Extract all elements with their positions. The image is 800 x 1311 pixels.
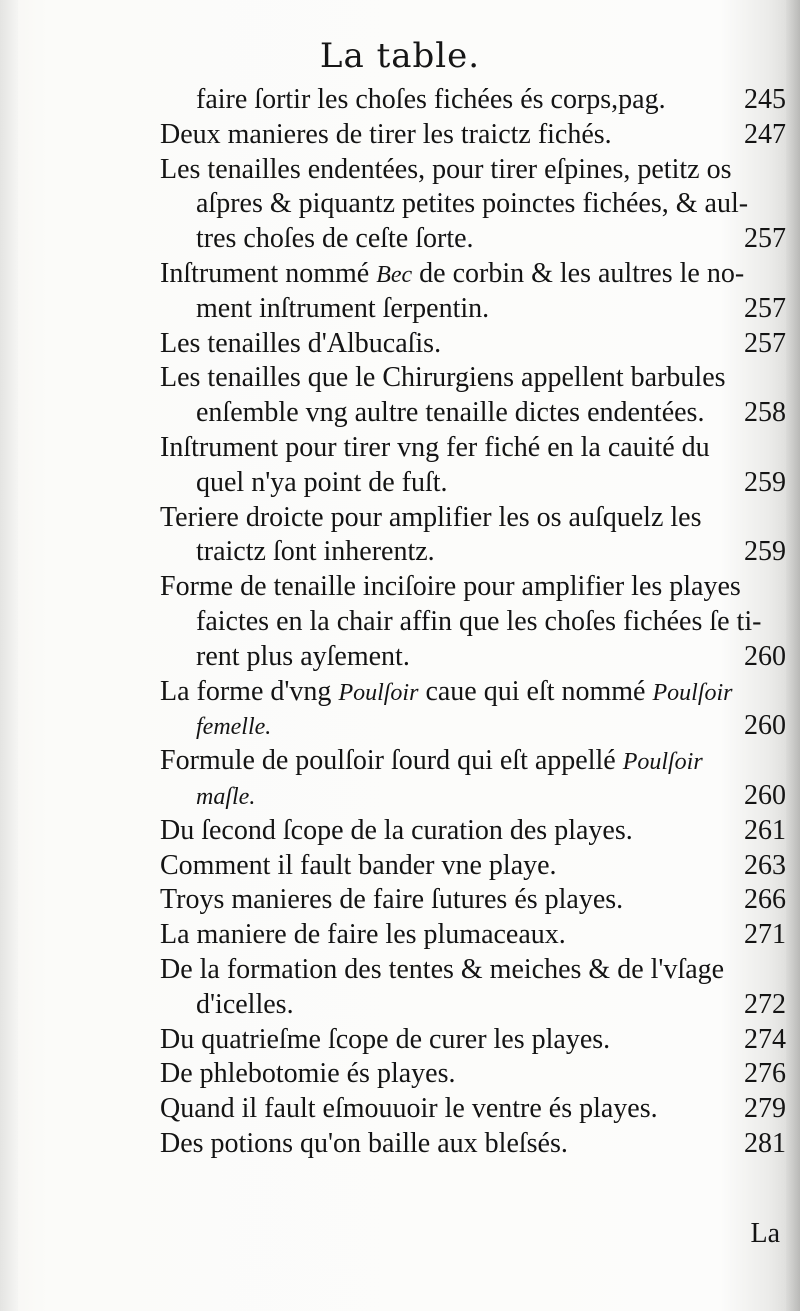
toc-italic-term: femelle. — [196, 714, 272, 741]
toc-entry-text — [196, 605, 761, 639]
toc-text-part: faire ſortir les choſes fichées és corps,pag. — [196, 84, 666, 115]
toc-text-part: Des potions qu'on baille aux bleſsés. — [160, 1128, 568, 1159]
toc-italic-term: Bec — [376, 262, 413, 288]
toc-entry-text — [160, 118, 612, 152]
toc-entry-text — [160, 953, 724, 987]
toc-text-part: enſemble vng aultre tenaille dictes endentées. — [196, 397, 705, 429]
toc-text-part: Deux manieres de tirer les traictz fichés. — [160, 118, 612, 150]
toc-page-number: 260 — [744, 640, 786, 672]
toc-page-number: 257 — [744, 223, 786, 255]
toc-text-part: Inſtrument pour tirer vng fer fiché en la cauité du — [160, 432, 710, 463]
toc-line — [160, 1092, 786, 1126]
toc-page-number: 247 — [744, 118, 786, 150]
toc-entry-text — [160, 744, 703, 778]
toc-entry-text — [160, 1057, 455, 1091]
toc-text-part: Les tenailles que le Chirurgiens appellent barbules — [160, 362, 726, 394]
toc-text-part: Inſtrument nommé — [160, 258, 377, 289]
toc-text-part: quel n'ya point de fuſt. — [196, 466, 448, 498]
toc-text-part: De la formation des tentes & meiches & de l'vſage — [160, 954, 725, 985]
toc-line — [160, 570, 786, 604]
toc-text-part: ment inſtrument ſerpentin. — [196, 292, 490, 324]
toc-entry-text — [196, 292, 489, 326]
toc-text-part: traictz ſont inherentz. — [196, 536, 435, 568]
toc-entry-text — [160, 361, 726, 395]
toc-text-part: faictes en la chair affin que les choſes fichées ſe ti- — [196, 606, 762, 637]
toc-line — [196, 83, 786, 117]
toc-line — [160, 1057, 786, 1091]
toc-line — [160, 361, 786, 395]
toc-entry-text — [196, 709, 271, 743]
toc-line — [196, 396, 786, 430]
toc-line — [196, 605, 786, 639]
toc-entry-text — [196, 779, 255, 813]
toc-italic-term: maſle. — [196, 784, 256, 810]
toc-entry-text — [196, 222, 474, 256]
toc-page-number: 279 — [744, 1093, 786, 1125]
toc-text-part: De phlebotomie és playes. — [160, 1058, 456, 1090]
toc-entry-text — [160, 327, 441, 361]
toc-line — [196, 988, 786, 1022]
toc-text-part: La forme d'vng — [160, 675, 339, 707]
toc-entry-text — [160, 849, 557, 883]
toc-entry-text — [196, 535, 435, 569]
toc-entry-text — [160, 1023, 610, 1057]
toc-text-part: Les tenailles d'Albucaſis. — [160, 327, 442, 359]
toc-entry-text — [160, 918, 566, 952]
toc-entry-text — [196, 640, 410, 674]
page-edge-shadow — [786, 0, 800, 1311]
toc-text-part: Formule de poulſoir ſourd qui eſt appellé — [160, 745, 623, 777]
toc-text-part: Les tenailles endentées, pour tirer eſpines, petitz os — [160, 153, 732, 185]
toc-page-number: 245 — [744, 84, 786, 115]
toc-line — [196, 292, 786, 326]
toc-text-part: Du ſecond ſcope de la curation des playes. — [160, 814, 633, 846]
toc-line — [160, 849, 786, 883]
toc-line — [196, 187, 786, 221]
toc-page-number: 271 — [744, 919, 786, 951]
toc-line — [160, 257, 786, 291]
toc-text-part: tres choſes de ceſte ſorte. — [196, 223, 474, 255]
toc-line — [160, 918, 786, 952]
toc-entry-text — [160, 570, 741, 604]
toc-line — [160, 744, 786, 778]
toc-line — [196, 779, 786, 813]
toc-text-part: Comment il fault bander vne playe. — [160, 849, 557, 881]
toc-line — [160, 501, 786, 535]
toc-text-part: Forme de tenaille inciſoire pour amplifier les playes — [160, 571, 741, 603]
toc-page-number: 266 — [744, 884, 786, 916]
toc-entry-text — [160, 1127, 568, 1161]
toc-page-number: 260 — [744, 780, 786, 811]
toc-italic-term: Poulſoir — [622, 749, 703, 776]
toc-page-number: 263 — [744, 849, 786, 881]
toc-text-part: rent plus ayſement. — [196, 640, 410, 672]
toc-page-number: 259 — [744, 466, 786, 498]
toc-entry-text — [160, 431, 710, 465]
toc-page-number: 260 — [744, 710, 786, 742]
toc-entry-text — [160, 153, 731, 187]
toc-page-number: 276 — [744, 1058, 786, 1090]
toc-text-part: aſpres & piquantz petites poinctes fichées, & aul- — [196, 188, 749, 220]
toc-entry-text — [196, 83, 666, 117]
toc-page-number: 258 — [744, 397, 786, 429]
toc-line — [160, 153, 786, 187]
toc-entry-text — [160, 1092, 658, 1126]
toc-line — [196, 709, 786, 743]
toc-page-number: 272 — [744, 988, 786, 1020]
toc-text-part: de corbin & les aultres le no- — [412, 258, 745, 289]
toc-page-number: 257 — [744, 327, 786, 359]
toc-line — [160, 814, 786, 848]
toc-text-part: d'icelles. — [196, 988, 294, 1020]
toc-text-part: Troys manieres de faire ſutures és playes. — [160, 884, 624, 916]
toc-entry-text — [160, 257, 744, 291]
toc-line — [160, 953, 786, 987]
toc-text-part: Du quatrieſme ſcope de curer les playes. — [160, 1023, 611, 1055]
toc-page-number: 281 — [744, 1128, 786, 1159]
toc-line — [160, 883, 786, 917]
toc-text-part: Quand il fault eſmouuoir le ventre és playes. — [160, 1093, 658, 1125]
toc-entry-text — [160, 675, 733, 709]
toc-page-number: 259 — [744, 536, 786, 568]
toc-entry-text — [196, 988, 294, 1022]
toc-italic-term: Poulſoir — [338, 679, 419, 706]
toc-entry-text — [160, 501, 702, 535]
toc-page-number: 257 — [744, 292, 786, 324]
toc-text-part: La maniere de faire les plumaceaux. — [160, 919, 566, 951]
catchword: La — [750, 1218, 780, 1249]
toc-entry-text — [196, 187, 748, 221]
toc-italic-term: Poulſoir — [652, 679, 733, 706]
toc-text-part: Teriere droicte pour amplifier les os auſquelz les — [160, 501, 702, 533]
toc-page-number: 261 — [744, 814, 786, 846]
toc-entry-text — [160, 883, 623, 917]
toc-line — [160, 675, 786, 709]
toc-entry-text — [196, 396, 704, 430]
toc-entry-text — [196, 466, 448, 500]
toc-line — [160, 431, 786, 465]
toc-line — [160, 1023, 786, 1057]
toc-line — [196, 535, 786, 569]
toc-page-number: 274 — [744, 1023, 786, 1055]
toc-line — [196, 466, 786, 500]
toc-line — [196, 640, 786, 674]
toc-line — [196, 222, 786, 256]
page-title: La table. — [319, 36, 481, 76]
toc-line — [160, 1127, 786, 1161]
toc-text-part: caue qui eſt nommé — [418, 675, 653, 707]
toc-entry-text — [160, 814, 633, 848]
page-gutter — [0, 0, 18, 1311]
toc-line — [160, 327, 786, 361]
toc-line — [160, 118, 786, 152]
